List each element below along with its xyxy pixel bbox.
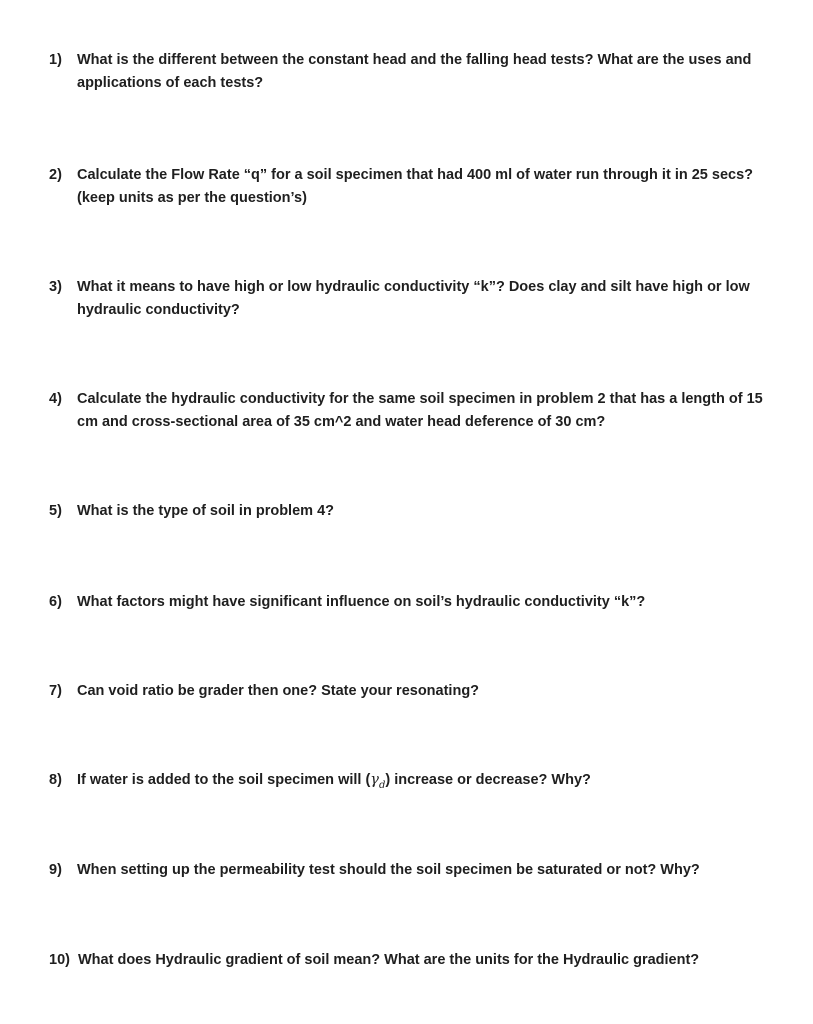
question-number: 6) [49, 594, 62, 610]
question-text [77, 769, 769, 797]
question-text: What is the different between the constant head and the falling head tests? What are the uses and applications of each tests? [77, 52, 752, 91]
question-text: Can void ratio be grader then one? State your resonating? [77, 683, 480, 699]
question-text-before: If water is added to the soil specimen will ( [77, 772, 371, 788]
question-number: 3) [49, 279, 62, 295]
question-2 [49, 164, 769, 210]
question-text: When setting up the permeability test should the soil specimen be saturated or not? Why? [77, 862, 700, 878]
question-number: 4) [49, 391, 62, 407]
question-9 [49, 859, 769, 882]
question-text: What does Hydraulic gradient of soil mean? What are the units for the Hydraulic gradient? [78, 952, 700, 968]
question-text: Calculate the Flow Rate “q” for a soil specimen that had 400 ml of water run through it in 25 secs? (keep units as per the question’s) [77, 167, 753, 206]
question-6 [49, 591, 769, 614]
question-text: What factors might have significant influence on soil’s hydraulic conductivity “k”? [77, 594, 646, 610]
question-number: 5) [49, 503, 62, 519]
question-number: 1) [49, 52, 62, 68]
question-1 [49, 49, 769, 95]
question-text: Calculate the hydraulic conductivity for the same soil specimen in problem 2 that has a length of 15 cm and cross-sectional area of 35 cm^2 and water head deference of 30 cm? [77, 391, 763, 430]
question-number: 8) [49, 772, 62, 788]
question-3 [49, 276, 769, 322]
question-4 [49, 388, 769, 434]
question-text-after: ) increase or decrease? Why? [385, 772, 591, 788]
question-8 [49, 769, 769, 797]
dry-unit-weight-symbol: $\gamma_d$ [370, 772, 386, 791]
question-text: What is the type of soil in problem 4? [77, 503, 334, 519]
question-5 [49, 500, 769, 523]
question-number: 7) [49, 683, 62, 699]
question-7 [49, 680, 769, 703]
question-text: What it means to have high or low hydraulic conductivity “k”? Does clay and silt have high or low hydraulic conductivity? [77, 279, 750, 318]
question-number: 2) [49, 167, 62, 183]
question-number: 9) [49, 862, 62, 878]
question-number: 10) [49, 952, 70, 968]
question-10 [49, 949, 769, 972]
